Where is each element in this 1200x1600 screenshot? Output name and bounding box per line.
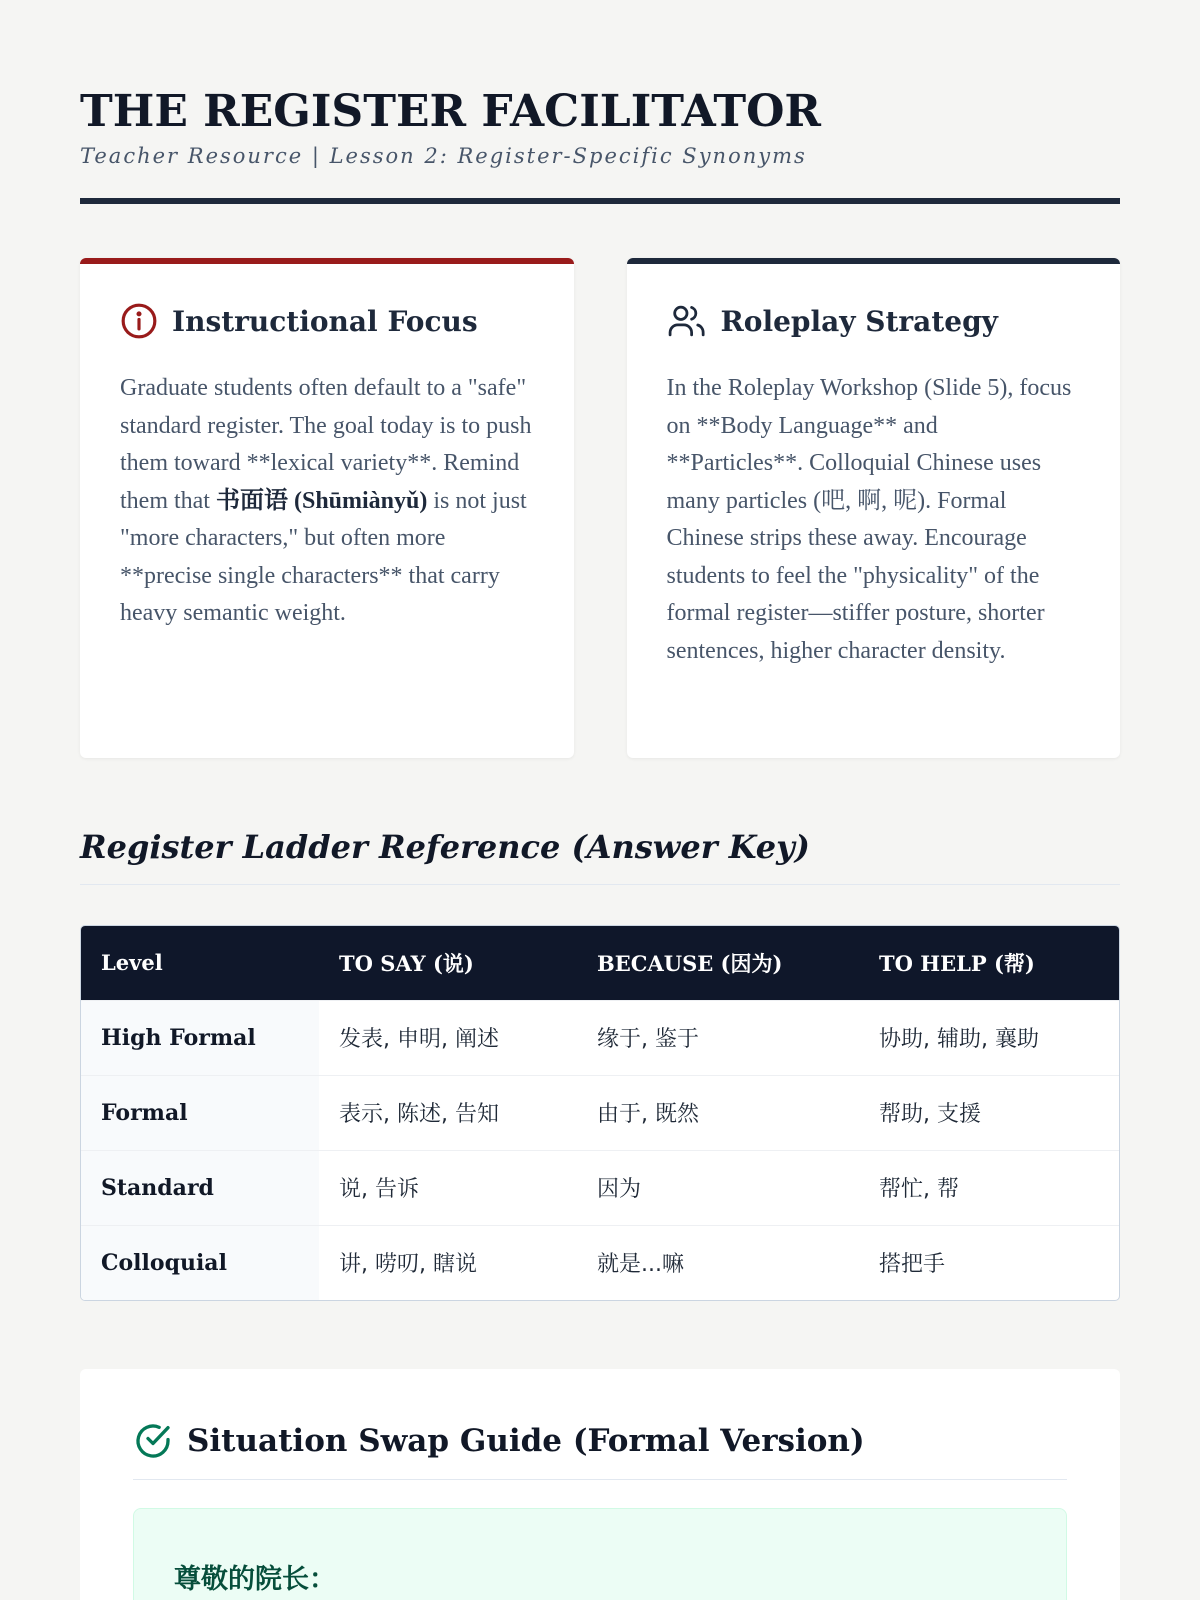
- body-text: Graduate students often default to a "safe" standard register. The goal today is to push them toward **lexical variety**. Remind them that: [120, 375, 532, 514]
- table-cell: 就是...嘛: [577, 1225, 859, 1300]
- info-icon: [120, 302, 158, 340]
- table-cell: 讲, 唠叨, 瞎说: [319, 1225, 577, 1300]
- roleplay-strategy-card: [627, 258, 1121, 758]
- check-circle-icon: [133, 1421, 173, 1461]
- page-header: [80, 0, 1120, 204]
- page-title: THE REGISTER FACILITATOR: [80, 86, 821, 137]
- table-row: [81, 1000, 1119, 1075]
- section-divider: [80, 884, 1120, 885]
- card-title: Instructional Focus: [172, 304, 478, 338]
- table-header-row: [81, 926, 1119, 1000]
- table-row: [81, 1075, 1119, 1150]
- table-cell: 协助, 辅助, 襄助: [859, 1000, 1119, 1075]
- panel-divider: [133, 1479, 1067, 1480]
- card-body: In the Roleplay Workshop (Slide 5), focus on **Body Language** and **Particles**. Colloquial Chinese uses many particles (吧, 啊, 呢). Formal Chinese strips these away. Encourage students to feel the "physicality" of the formal register—stiffer posture, shorter sentences, higher character density.: [666, 375, 1072, 664]
- section-title: Register Ladder Reference (Answer Key): [80, 828, 810, 866]
- level-cell: Formal: [81, 1075, 319, 1150]
- column-header: TO SAY (说): [319, 926, 577, 1000]
- panel-header: [133, 1421, 1067, 1461]
- table-row: [81, 1225, 1119, 1300]
- header-divider: [80, 198, 1120, 204]
- card-title: Roleplay Strategy: [720, 304, 998, 338]
- card-header: [120, 302, 534, 340]
- table-cell: 帮助, 支援: [859, 1075, 1119, 1150]
- table-row: [81, 1150, 1119, 1225]
- body-emphasis: 书面语 (Shūmiànyǔ): [215, 487, 428, 514]
- body-text: is not just "more characters," but often more **precise single characters** that carry heavy semantic weight.: [120, 487, 527, 626]
- table-cell: 搭把手: [859, 1225, 1119, 1300]
- table-cell: 说, 告诉: [319, 1150, 577, 1225]
- table-cell: 由于, 既然: [577, 1075, 859, 1150]
- register-ladder-table: [80, 925, 1120, 1301]
- column-header: Level: [81, 926, 319, 1000]
- users-icon: [667, 302, 707, 340]
- column-header: TO HELP (帮): [859, 926, 1119, 1000]
- info-cards: [80, 258, 1120, 758]
- table-cell: 发表, 申明, 阐述: [319, 1000, 577, 1075]
- level-cell: High Formal: [81, 1000, 319, 1075]
- table-cell: 帮忙, 帮: [859, 1150, 1119, 1225]
- table-cell: 表示, 陈述, 告知: [319, 1075, 577, 1150]
- table-cell: 缘于, 鉴于: [577, 1000, 859, 1075]
- table-cell: 因为: [577, 1150, 859, 1225]
- card-header: [667, 302, 1081, 340]
- instructional-focus-card: [80, 258, 574, 758]
- level-cell: Colloquial: [81, 1225, 319, 1300]
- letter-salutation: 尊敬的院长：: [174, 1564, 336, 1595]
- level-cell: Standard: [81, 1150, 319, 1225]
- card-body: [120, 370, 534, 633]
- page-subtitle: Teacher Resource | Lesson 2: Register-Specific Synonyms: [80, 144, 807, 168]
- formal-letter-box: [133, 1508, 1067, 1600]
- panel-title: Situation Swap Guide (Formal Version): [187, 1423, 865, 1459]
- column-header: BECAUSE (因为): [577, 926, 859, 1000]
- situation-swap-panel: [80, 1369, 1120, 1600]
